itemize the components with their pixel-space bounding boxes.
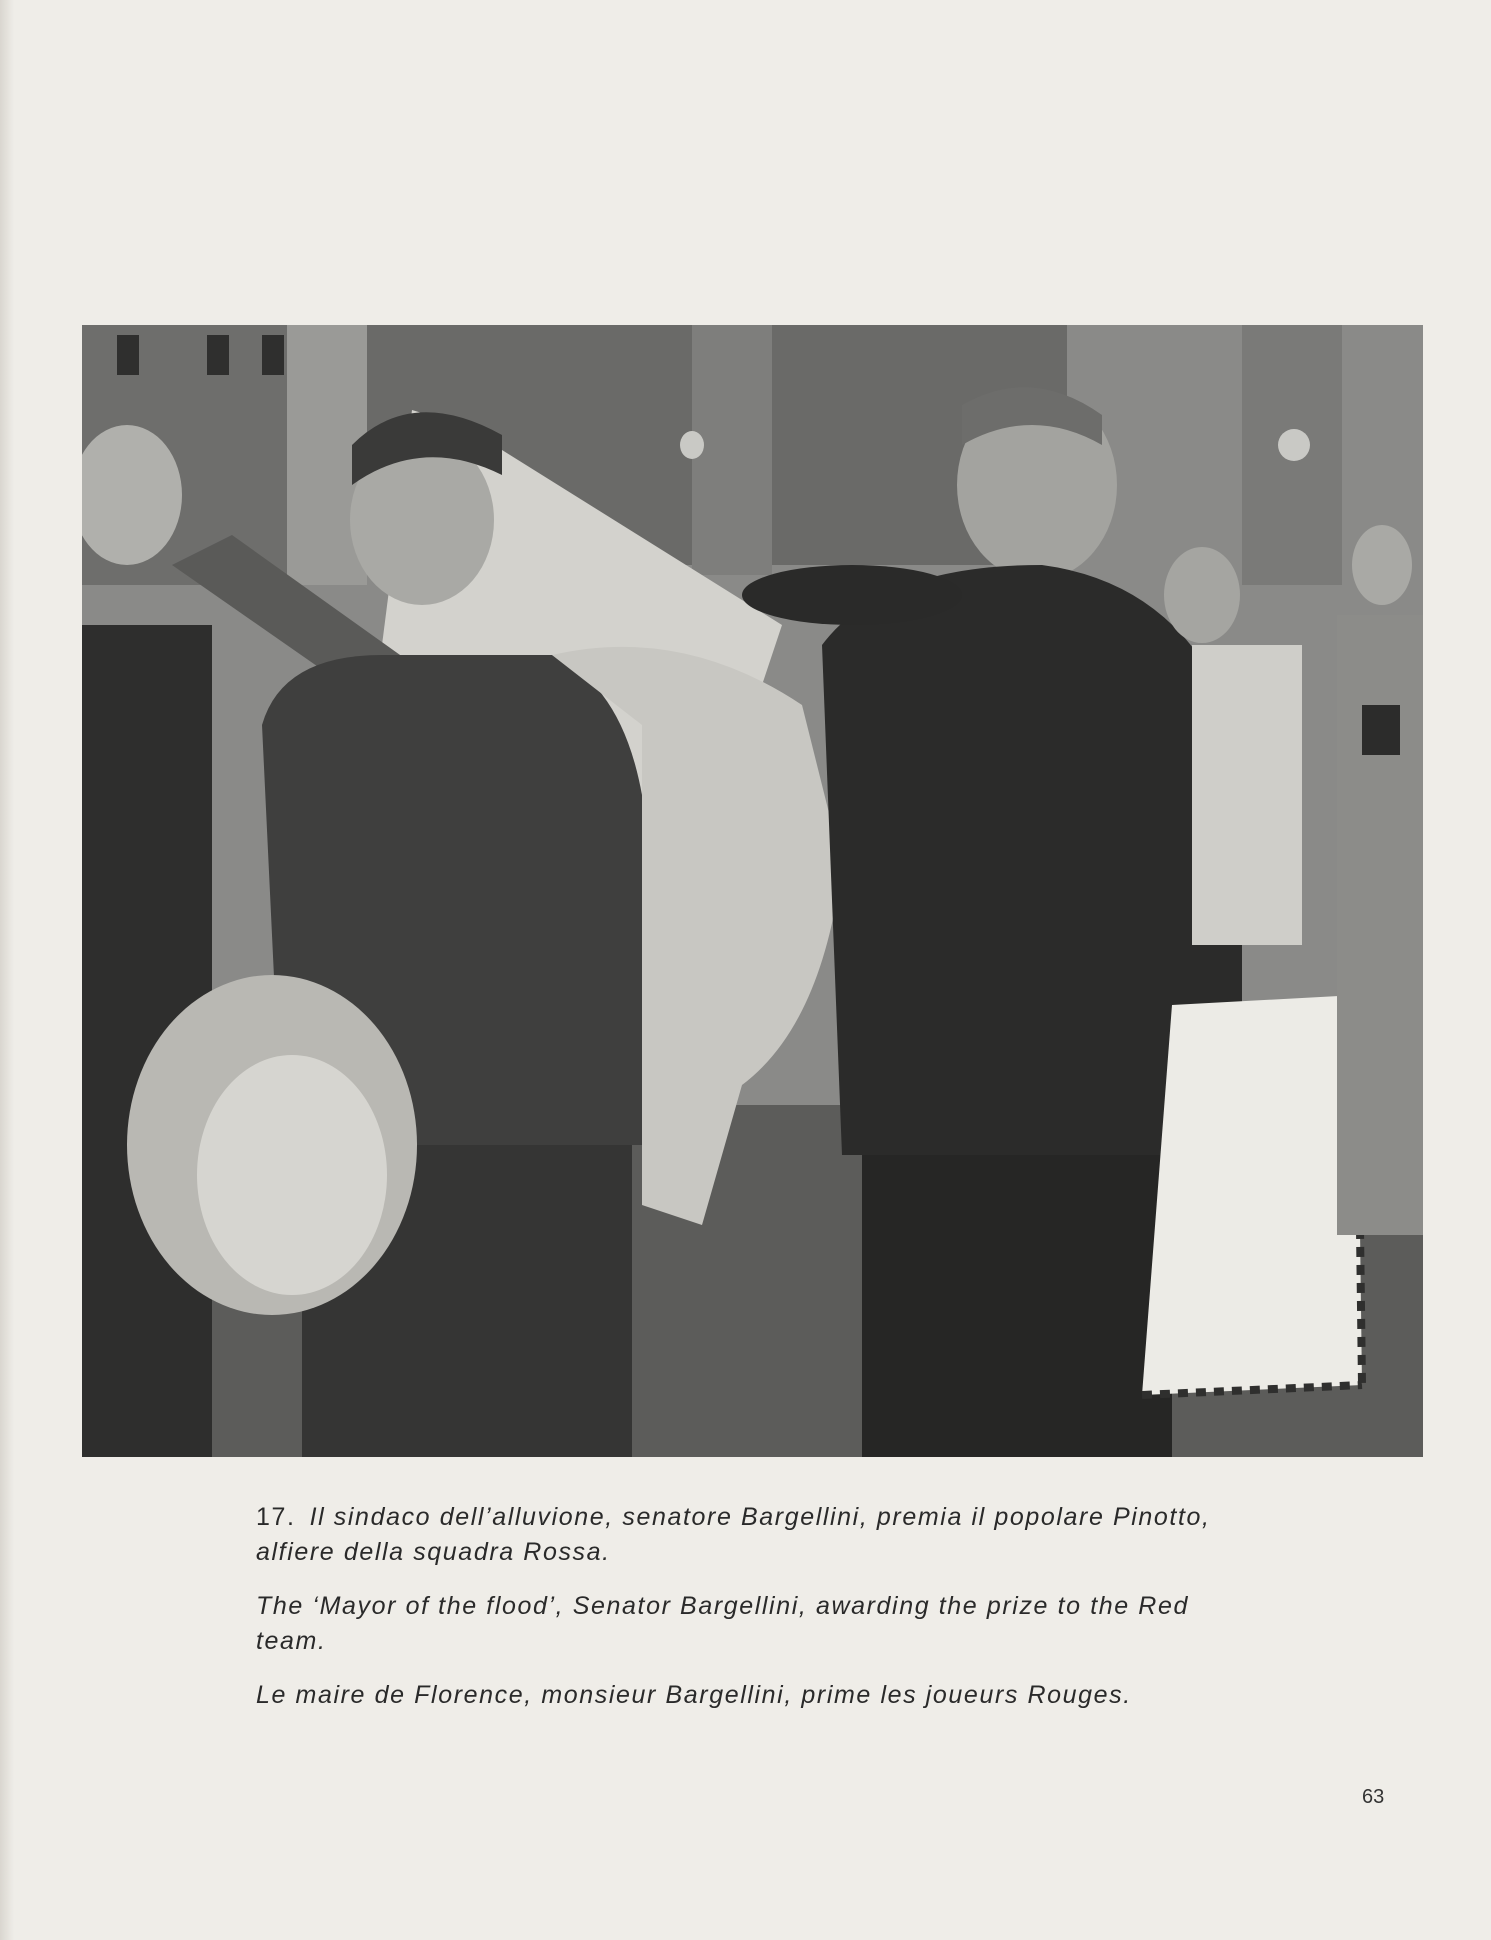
photo-caption [256, 1500, 1252, 1732]
photograph [82, 325, 1423, 1457]
caption-number: 17. [256, 1503, 296, 1531]
caption-italian-text: Il sindaco dell’alluvione, senatore Bargellini, premia il popolare Pinotto, alfiere della squadra Rossa. [256, 1503, 1211, 1566]
caption-french: Le maire de Florence, monsieur Bargellini, prime les joueurs Rouges. [256, 1681, 1132, 1709]
caption-english: The ‘Mayor of the flood’, Senator Bargellini, awarding the prize to the Red team. [256, 1592, 1189, 1655]
caption-italian [256, 1500, 1252, 1570]
page-edge [0, 0, 14, 1940]
page-number: 63 [1362, 1786, 1385, 1808]
